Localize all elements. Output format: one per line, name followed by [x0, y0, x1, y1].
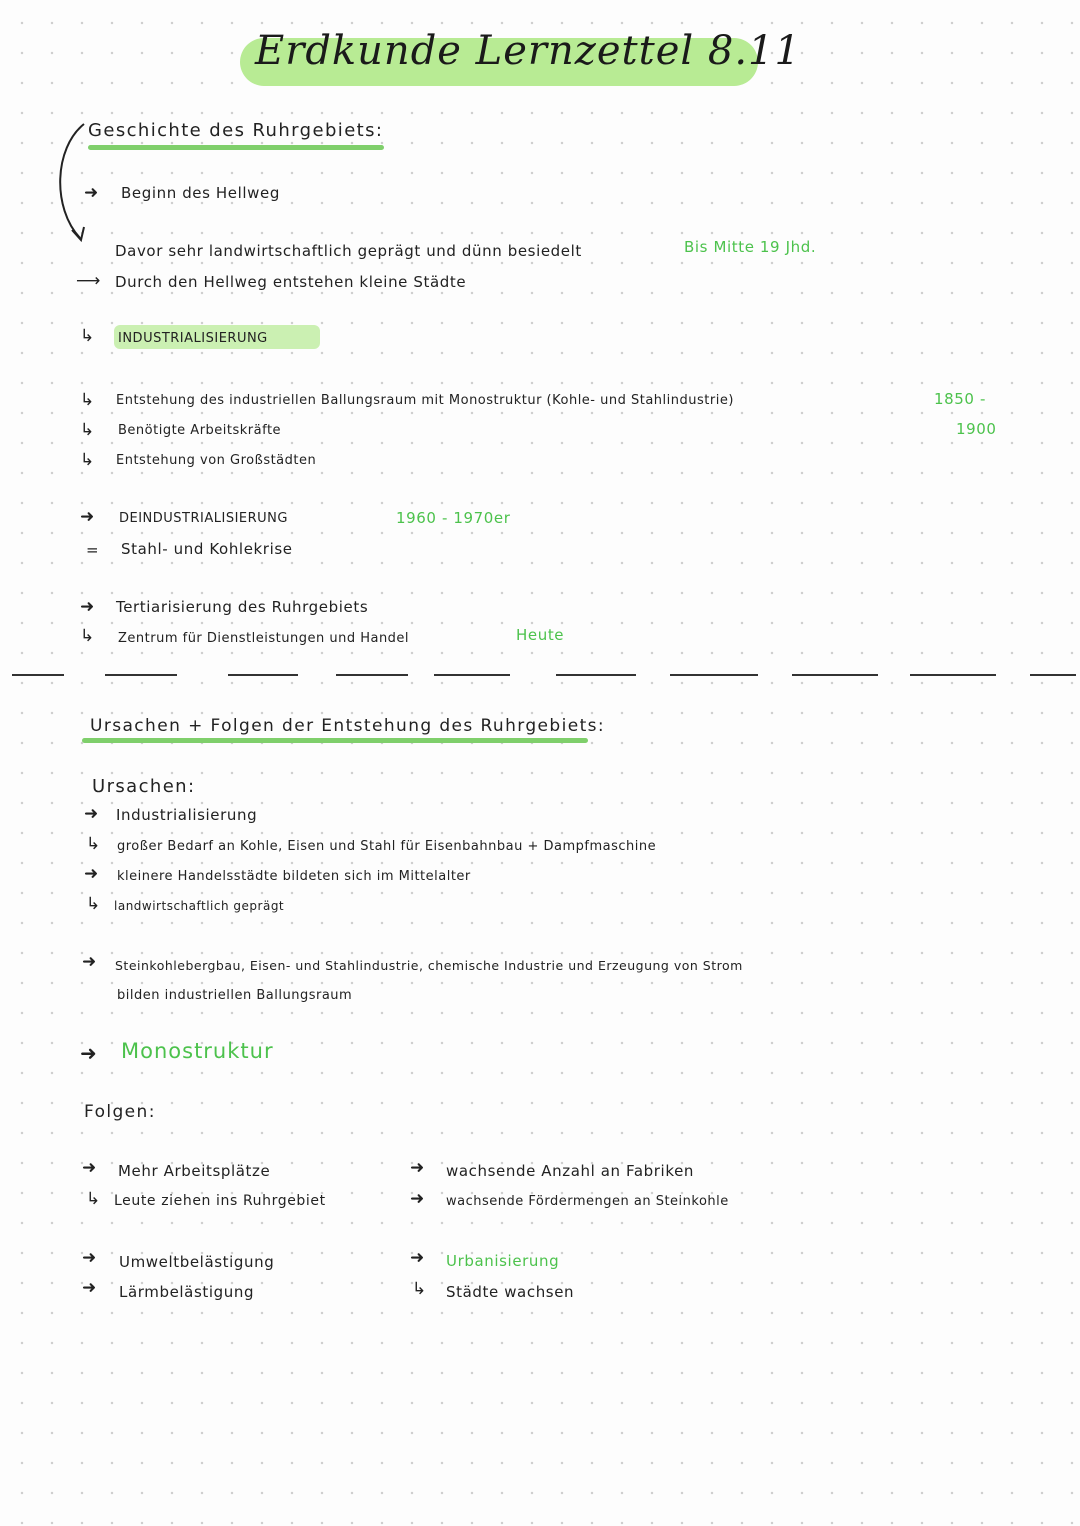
return-arrow-icon: ↳	[80, 626, 95, 646]
ursachen-heading: Ursachen:	[92, 776, 196, 797]
arrow-right-icon: ⟶	[76, 271, 101, 291]
entstehung-text: Entstehung des industriellen Ballungsraum mit Monostruktur (Kohle- und Stahlindustrie)	[116, 393, 734, 408]
return-arrow-icon: ↳	[86, 834, 101, 854]
benoetigte-text: Benötigte Arbeitskräfte	[118, 423, 282, 438]
divider-segment	[670, 674, 758, 676]
arrow-right-icon: ➜	[82, 1278, 97, 1298]
arrow-right-icon: ➜	[82, 1248, 97, 1268]
heute-annotation: Heute	[516, 626, 565, 644]
page-title: Erdkunde Lernzettel 8.11	[255, 28, 801, 74]
divider-segment	[12, 674, 64, 676]
arrow-right-icon: ➜	[84, 804, 99, 824]
tertiarisierung-text: Tertiarisierung des Ruhrgebiets	[116, 598, 369, 616]
section1-underline	[88, 145, 384, 150]
divider-segment	[228, 674, 298, 676]
arrow-right-icon: ➜	[84, 183, 99, 203]
return-arrow-icon: ↳	[412, 1279, 427, 1299]
folgen-heading: Folgen:	[84, 1102, 156, 1122]
leute-text: Leute ziehen ins Ruhrgebiet	[114, 1193, 326, 1209]
divider-segment	[105, 674, 177, 676]
industrialisierung-text: Industrialisierung	[116, 806, 258, 824]
grossstaedte-text: Entstehung von Großstädten	[116, 453, 317, 468]
deindustrialisierung-label: DEINDUSTRIALISIERUNG	[119, 511, 288, 526]
krise-text: Stahl- und Kohlekrise	[121, 540, 293, 558]
steinkohle-text: Steinkohlebergbau, Eisen- und Stahlindustrie, chemische Industrie und Erzeugung von Strom	[115, 958, 743, 973]
mehr-text: Mehr Arbeitsplätze	[118, 1162, 271, 1180]
ballungsraum-text: bilden industriellen Ballungsraum	[117, 988, 353, 1003]
staedte-text: Städte wachsen	[446, 1283, 575, 1301]
arrow-right-icon: ➜	[80, 597, 95, 617]
durch-text: Durch den Hellweg entstehen kleine Städte	[115, 273, 467, 291]
laerm-text: Lärmbelästigung	[119, 1283, 255, 1301]
year-end: 1900	[956, 420, 997, 438]
divider-segment	[556, 674, 636, 676]
section1-heading: Geschichte des Ruhrgebiets:	[88, 120, 384, 141]
beginn-text: Beginn des Hellweg	[121, 184, 280, 202]
arrow-right-icon: ➜	[410, 1158, 425, 1178]
monostruktur-label: Monostruktur	[121, 1039, 274, 1063]
section2-underline	[82, 738, 588, 743]
return-arrow-icon: ↳	[80, 326, 95, 346]
bedarf-text: großer Bedarf an Kohle, Eisen und Stahl für Eisenbahnbau + Dampfmaschine	[117, 839, 657, 854]
return-arrow-icon: ↳	[80, 450, 95, 470]
return-arrow-icon: ↳	[80, 420, 95, 440]
arrow-right-icon: ➜	[84, 864, 99, 884]
landwirtschaftlich-text: landwirtschaftlich geprägt	[114, 899, 285, 913]
equals-sign: =	[86, 541, 100, 559]
arrow-right-icon: ➜	[82, 1158, 97, 1178]
arrow-right-icon: ➜	[82, 952, 97, 972]
foerdermengen-text: wachsende Fördermengen an Steinkohle	[446, 1194, 729, 1209]
return-arrow-icon: ↳	[86, 894, 101, 914]
deind-years: 1960 - 1970er	[396, 509, 511, 527]
arrow-right-icon: ➜	[410, 1248, 425, 1268]
arrow-right-icon: ➜	[410, 1189, 425, 1209]
umwelt-text: Umweltbelästigung	[119, 1253, 275, 1271]
divider-segment	[434, 674, 510, 676]
zentrum-text: Zentrum für Dienstleistungen und Handel	[118, 631, 410, 646]
arrow-right-icon: ➜	[80, 1041, 97, 1065]
return-arrow-icon: ↳	[80, 390, 95, 410]
fabriken-text: wachsende Anzahl an Fabriken	[446, 1162, 695, 1180]
section2-heading: Ursachen + Folgen der Entstehung des Ruhrgebiets:	[90, 716, 606, 736]
divider-segment	[792, 674, 878, 676]
industrialisierung-label: INDUSTRIALISIERUNG	[118, 331, 268, 346]
davor-text: Davor sehr landwirtschaftlich geprägt und dünn besiedelt	[115, 242, 582, 260]
year-start: 1850 -	[934, 390, 986, 408]
return-arrow-icon: ↳	[86, 1189, 101, 1209]
kleinere-text: kleinere Handelsstädte bildeten sich im Mittelalter	[117, 869, 471, 884]
divider-segment	[910, 674, 996, 676]
bis-annotation: Bis Mitte 19 Jhd.	[684, 238, 817, 256]
divider-segment	[1030, 674, 1076, 676]
arrow-right-icon: ➜	[80, 507, 95, 527]
urbanisierung-label: Urbanisierung	[446, 1252, 560, 1270]
divider-segment	[336, 674, 408, 676]
